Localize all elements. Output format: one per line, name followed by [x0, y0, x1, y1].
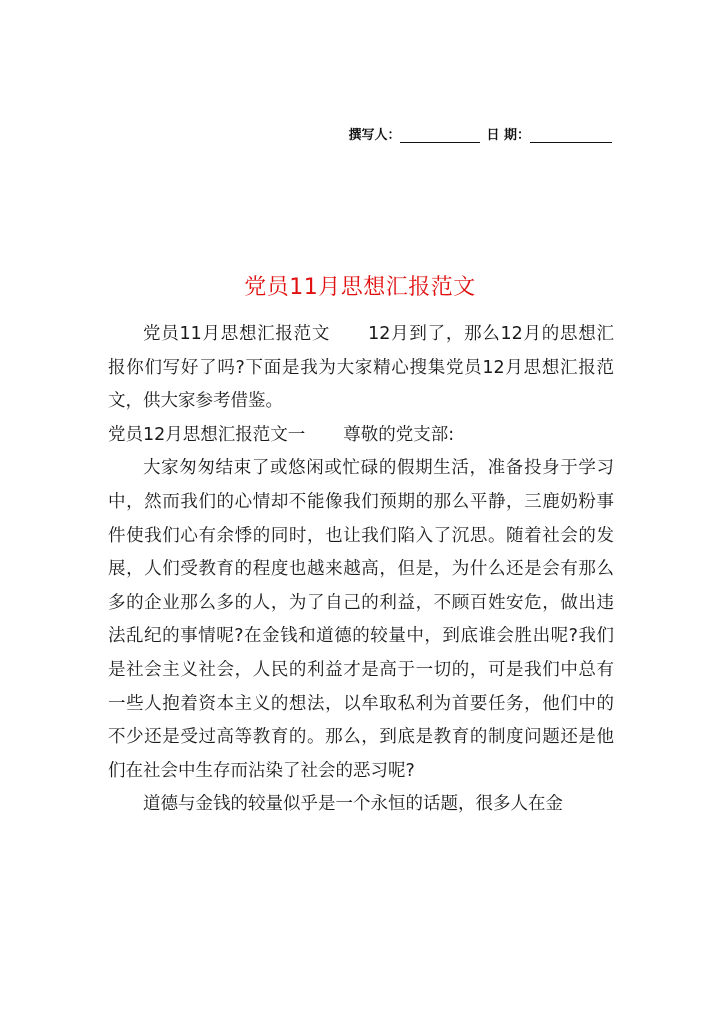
intro-title-ref: 党员11月思想汇报范文	[143, 324, 331, 344]
author-label: 撰写人：	[348, 128, 401, 143]
section-heading: 党员12月思想汇报范文一	[108, 424, 306, 445]
author-date-line	[348, 124, 612, 143]
body-paragraph-2: 道德与金钱的较量似乎是一个永恒的话题，很多人在金	[143, 794, 563, 815]
document-title: 党员11月思想汇报范文	[244, 275, 476, 300]
author-blank-field	[400, 128, 480, 143]
date-blank-field	[530, 128, 612, 143]
salutation: 尊敬的党支部:	[343, 424, 455, 445]
section-heading-line	[108, 419, 614, 453]
date-label: 日 期：	[486, 128, 530, 143]
intro-text: 12月到了，那么12月的思想汇报你们写好了吗?下面是我为大家精心搜集党员12月思想汇报范文，供大家参考借鉴。	[108, 324, 614, 412]
body-paragraph-1: 大家匆匆结束了或悠闲或忙碌的假期生活，准备投身于学习中，然而我们的心情却不能像我们预期的那么平静，三鹿奶粉事件使我们心有余悸的同时，也让我们陷入了沉思。随着社会的发展，人们受教育的程度也越来越高，但是，为什么还是会有那么多的企业那么多的人，为了自己的利益，不顾百姓安危，做出违法乱纪的事情呢?在金钱和道德的较量中，到底谁会胜出呢?我们是社会主义社会，人民的利益才是高于一切的，可是我们中总有一些人抱着资本主义的想法，以牟取私利为首要任务，他们中的不少还是受过高等教育的。那么，到底是教育的制度问题还是他们在社会中生存而沾染了社会的恶习呢?	[108, 458, 614, 781]
document-body	[108, 318, 614, 822]
intro-paragraph	[108, 318, 614, 419]
